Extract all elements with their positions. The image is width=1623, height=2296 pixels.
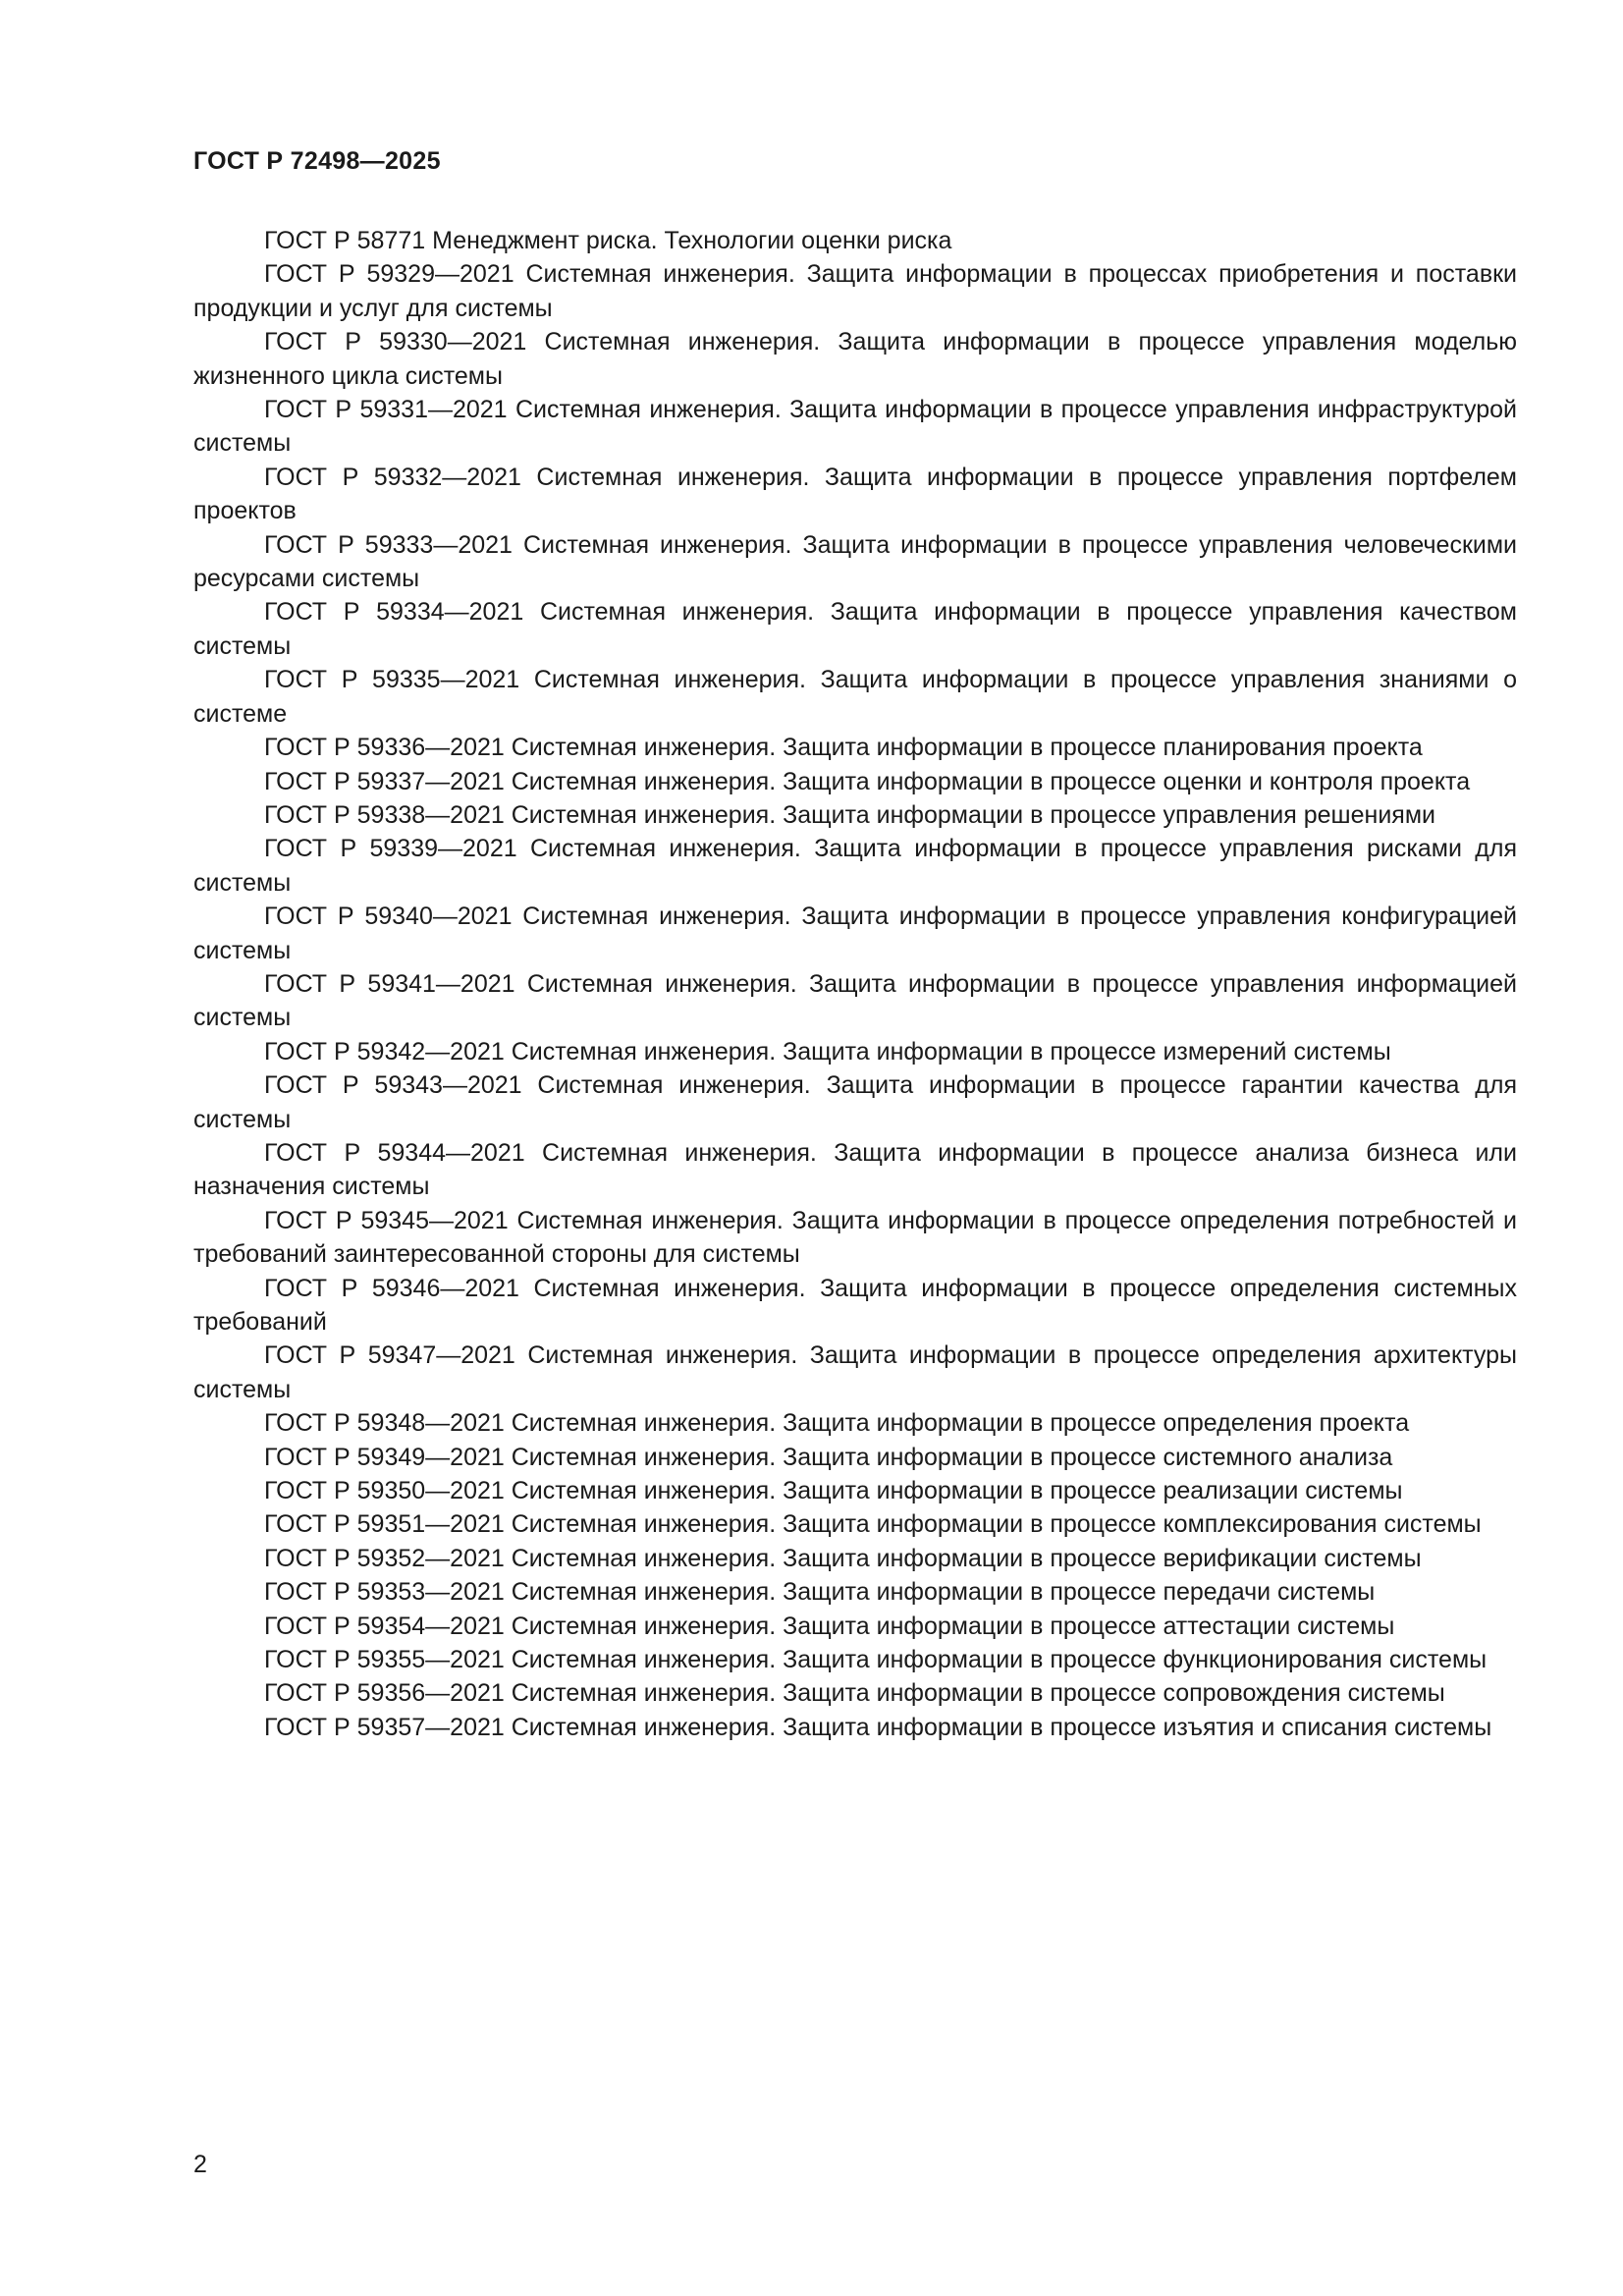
reference-item: ГОСТ Р 59345—2021 Системная инженерия. Защита информации в процессе определения потребностей и требований заинтересованной стороны для системы (193, 1206, 1517, 1269)
reference-item: ГОСТ Р 58771 Менеджмент риска. Технологии оценки риска (264, 227, 952, 254)
page-number: 2 (193, 2151, 207, 2178)
reference-item: ГОСТ Р 59340—2021 Системная инженерия. Защита информации в процессе управления конфигурацией системы (193, 902, 1517, 964)
reference-item: ГОСТ Р 59351—2021 Системная инженерия. Защита информации в процессе комплексирования системы (264, 1510, 1482, 1539)
reference-item: ГОСТ Р 59350—2021 Системная инженерия. Защита информации в процессе реализации системы (264, 1477, 1403, 1505)
reference-item: ГОСТ Р 59353—2021 Системная инженерия. Защита информации в процессе передачи системы (264, 1578, 1376, 1607)
document-header: ГОСТ Р 72498—2025 (193, 147, 441, 175)
reference-item: ГОСТ Р 59354—2021 Системная инженерия. Защита информации в процессе аттестации системы (264, 1612, 1395, 1640)
reference-item: ГОСТ Р 59349—2021 Системная инженерия. Защита информации в процессе системного анализа (264, 1443, 1393, 1471)
reference-item: ГОСТ Р 59343—2021 Системная инженерия. Защита информации в процессе гарантии качества для системы (193, 1071, 1517, 1133)
reference-item: ГОСТ Р 59338—2021 Системная инженерия. Защита информации в процессе управления решениями (264, 800, 1435, 829)
reference-item: ГОСТ Р 59332—2021 Системная инженерия. Защита информации в процессе управления портфелем проектов (193, 463, 1517, 525)
reference-item: ГОСТ Р 59331—2021 Системная инженерия. Защита информации в процессе управления инфраструктурой системы (193, 396, 1517, 458)
reference-item: ГОСТ Р 59348—2021 Системная инженерия. Защита информации в процессе определения проекта (264, 1409, 1410, 1438)
reference-item: ГОСТ Р 59352—2021 Системная инженерия. Защита информации в процессе верификации системы (264, 1544, 1422, 1572)
reference-item: ГОСТ Р 59355—2021 Системная инженерия. Защита информации в процессе функционирования системы (264, 1646, 1488, 1674)
reference-item: ГОСТ Р 59329—2021 Системная инженерия. Защита информации в процессах приобретения и поставки продукции и услуг для системы (193, 260, 1517, 322)
reference-item: ГОСТ Р 59337—2021 Системная инженерия. Защита информации в процессе оценки и контроля проекта (264, 767, 1471, 795)
reference-item: ГОСТ Р 59341—2021 Системная инженерия. Защита информации в процессе управления информацией системы (193, 969, 1517, 1032)
reference-item: ГОСТ Р 59334—2021 Системная инженерия. Защита информации в процессе управления качеством системы (193, 598, 1517, 660)
reference-item: ГОСТ Р 59347—2021 Системная инженерия. Защита информации в процессе определения архитектуры системы (193, 1341, 1517, 1403)
reference-item: ГОСТ Р 59330—2021 Системная инженерия. Защита информации в процессе управления моделью жизненного цикла системы (193, 328, 1517, 390)
normative-references-list (193, 224, 1517, 1744)
reference-item: ГОСТ Р 59342—2021 Системная инженерия. Защита информации в процессе измерений системы (264, 1037, 1391, 1066)
reference-item: ГОСТ Р 59335—2021 Системная инженерия. Защита информации в процессе управления знаниями о системе (193, 666, 1517, 728)
reference-item: ГОСТ Р 59357—2021 Системная инженерия. Защита информации в процессе изъятия и списания системы (264, 1713, 1492, 1741)
reference-item: ГОСТ Р 59356—2021 Системная инженерия. Защита информации в процессе сопровождения системы (264, 1679, 1445, 1708)
reference-item: ГОСТ Р 59346—2021 Системная инженерия. Защита информации в процессе определения системных требований (193, 1274, 1517, 1336)
reference-item: ГОСТ Р 59333—2021 Системная инженерия. Защита информации в процессе управления человеческими ресурсами системы (193, 530, 1517, 593)
reference-item: ГОСТ Р 59339—2021 Системная инженерия. Защита информации в процессе управления рисками для системы (193, 835, 1517, 897)
reference-item: ГОСТ Р 59336—2021 Системная инженерия. Защита информации в процессе планирования проекта (264, 734, 1423, 762)
reference-item: ГОСТ Р 59344—2021 Системная инженерия. Защита информации в процессе анализа бизнеса или назначения системы (193, 1138, 1517, 1201)
